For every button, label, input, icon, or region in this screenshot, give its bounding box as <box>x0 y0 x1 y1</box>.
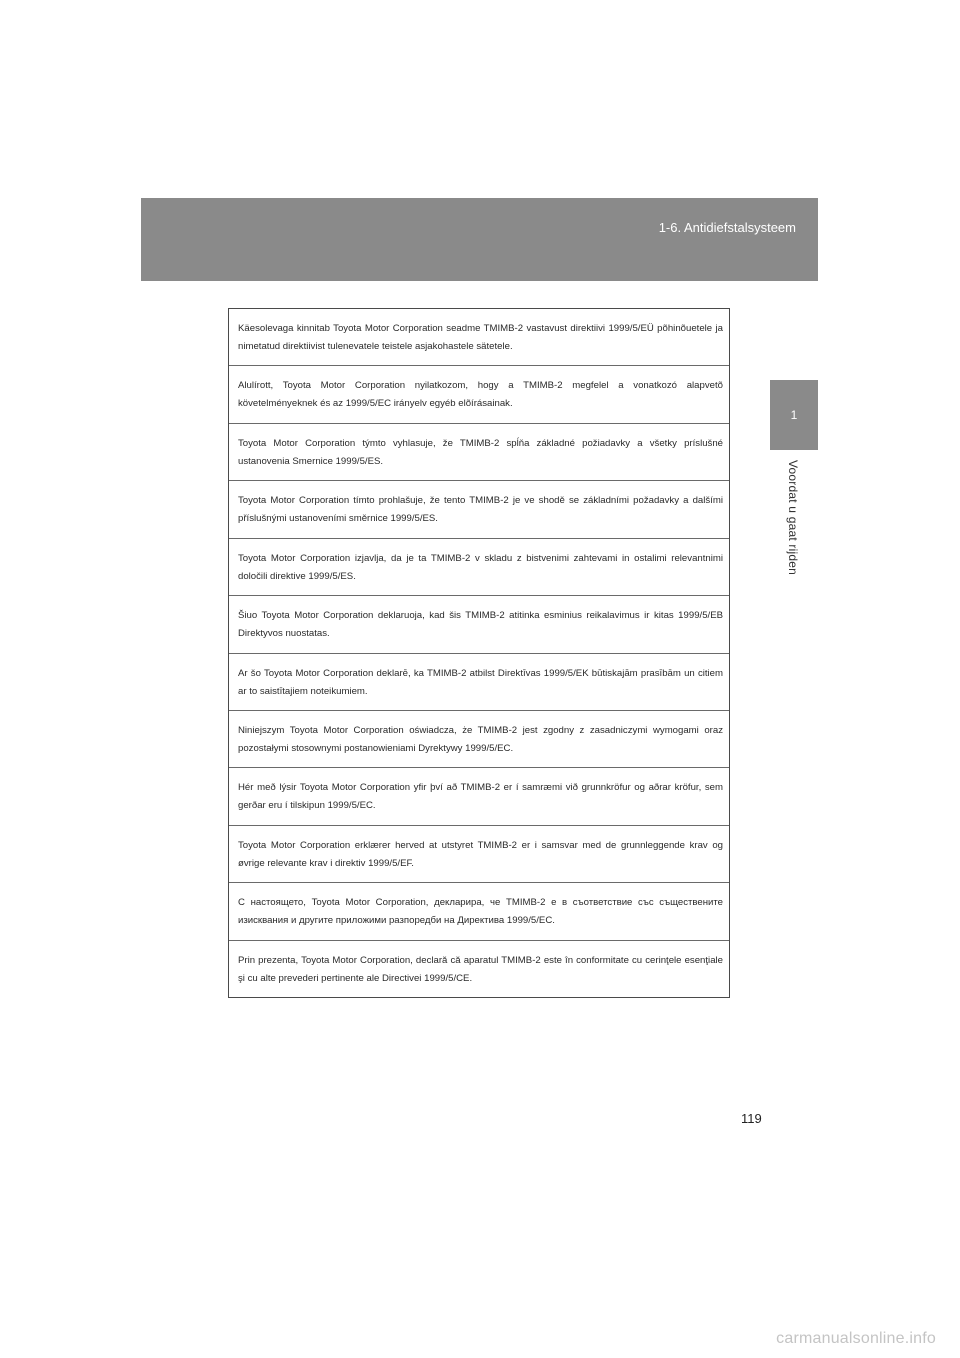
chapter-tab <box>770 380 818 450</box>
declaration-lithuanian: Šiuo Toyota Motor Corporation deklaruoja, kad šis TMIMB-2 atitinka esminius reikalavimus ir kitas 1999/5/EB Direktyvos nuostatas. <box>229 596 729 653</box>
section-title: 1-6. Antidiefstalsysteem <box>658 220 796 235</box>
declaration-slovenian: Toyota Motor Corporation izjavlja, da je ta TMIMB-2 v skladu z bistvenimi zahtevami in ostalimi relevantnimi določili direktive 1999/5/ES. <box>229 539 729 596</box>
declaration-czech: Toyota Motor Corporation tímto prohlašuje, že tento TMIMB-2 je ve shodě se základními požadavky a dalšími příslušnými ustanoveními směrnice 1999/5/ES. <box>229 481 729 538</box>
header-bar <box>141 198 818 281</box>
chapter-number: 1 <box>790 408 798 422</box>
chapter-title: Voordat u gaat rijden <box>786 460 800 575</box>
declaration-hungarian: Alulírott, Toyota Motor Corporation nyilatkozom, hogy a TMIMB-2 megfelel a vonatkozó alapvetõ követelményeknek és az 1999/5/EC irányelv egyéb elõírásainak. <box>229 366 729 423</box>
declaration-romanian: Prin prezenta, Toyota Motor Corporation, declară că aparatul TMIMB-2 este în conformitate cu cerinţele esenţiale şi cu alte prevederi pertinente ale Directivei 1999/5/CE. <box>238 954 723 984</box>
page-number: 119 <box>741 1111 762 1126</box>
declaration-bulgarian: С настоящето, Toyota Motor Corporation, декларира, че TMIMB-2 е в съответствие със съществените изисквания и другите приложими разпоредби на Директива 1999/5/ЕС. <box>229 883 729 940</box>
declaration-estonian: Käesolevaga kinnitab Toyota Motor Corporation seadme TMIMB-2 vastavust direktiivi 1999/5/EÜ põhinõuetele ja nimetatud direktiivist tulenevatele teistele asjakohastele sätetele. <box>229 309 729 366</box>
declaration-polish: Niniejszym Toyota Motor Corporation oświadcza, że TMIMB-2 jest zgodny z zasadniczymi wymogami oraz pozostałymi stosownymi postanowieniami Dyrektywy 1999/5/EC. <box>229 711 729 768</box>
declaration-table <box>228 308 730 998</box>
declaration-latvian: Ar šo Toyota Motor Corporation deklarē, ka TMIMB-2 atbilst Direktīvas 1999/5/EK būtiskajām prasībām un citiem ar to saistītajiem noteikumiem. <box>229 654 729 711</box>
declaration-slovak: Toyota Motor Corporation týmto vyhlasuje, že TMIMB-2 spĺňa základné požiadavky a všetky príslušné ustanovenia Smernice 1999/5/ES. <box>229 424 729 481</box>
declaration-icelandic: Hér með lýsir Toyota Motor Corporation yfir því að TMIMB-2 er í samræmi við grunnkröfur og aðrar kröfur, sem gerðar eru í tilskipun 1999/5/EC. <box>229 768 729 825</box>
watermark: carmanualsonline.info <box>776 1330 936 1347</box>
declaration-norwegian: Toyota Motor Corporation erklærer herved at utstyret TMIMB-2 er i samsvar med de grunnleggende krav og øvrige relevante krav i direktiv 1999/5/EF. <box>229 826 729 883</box>
